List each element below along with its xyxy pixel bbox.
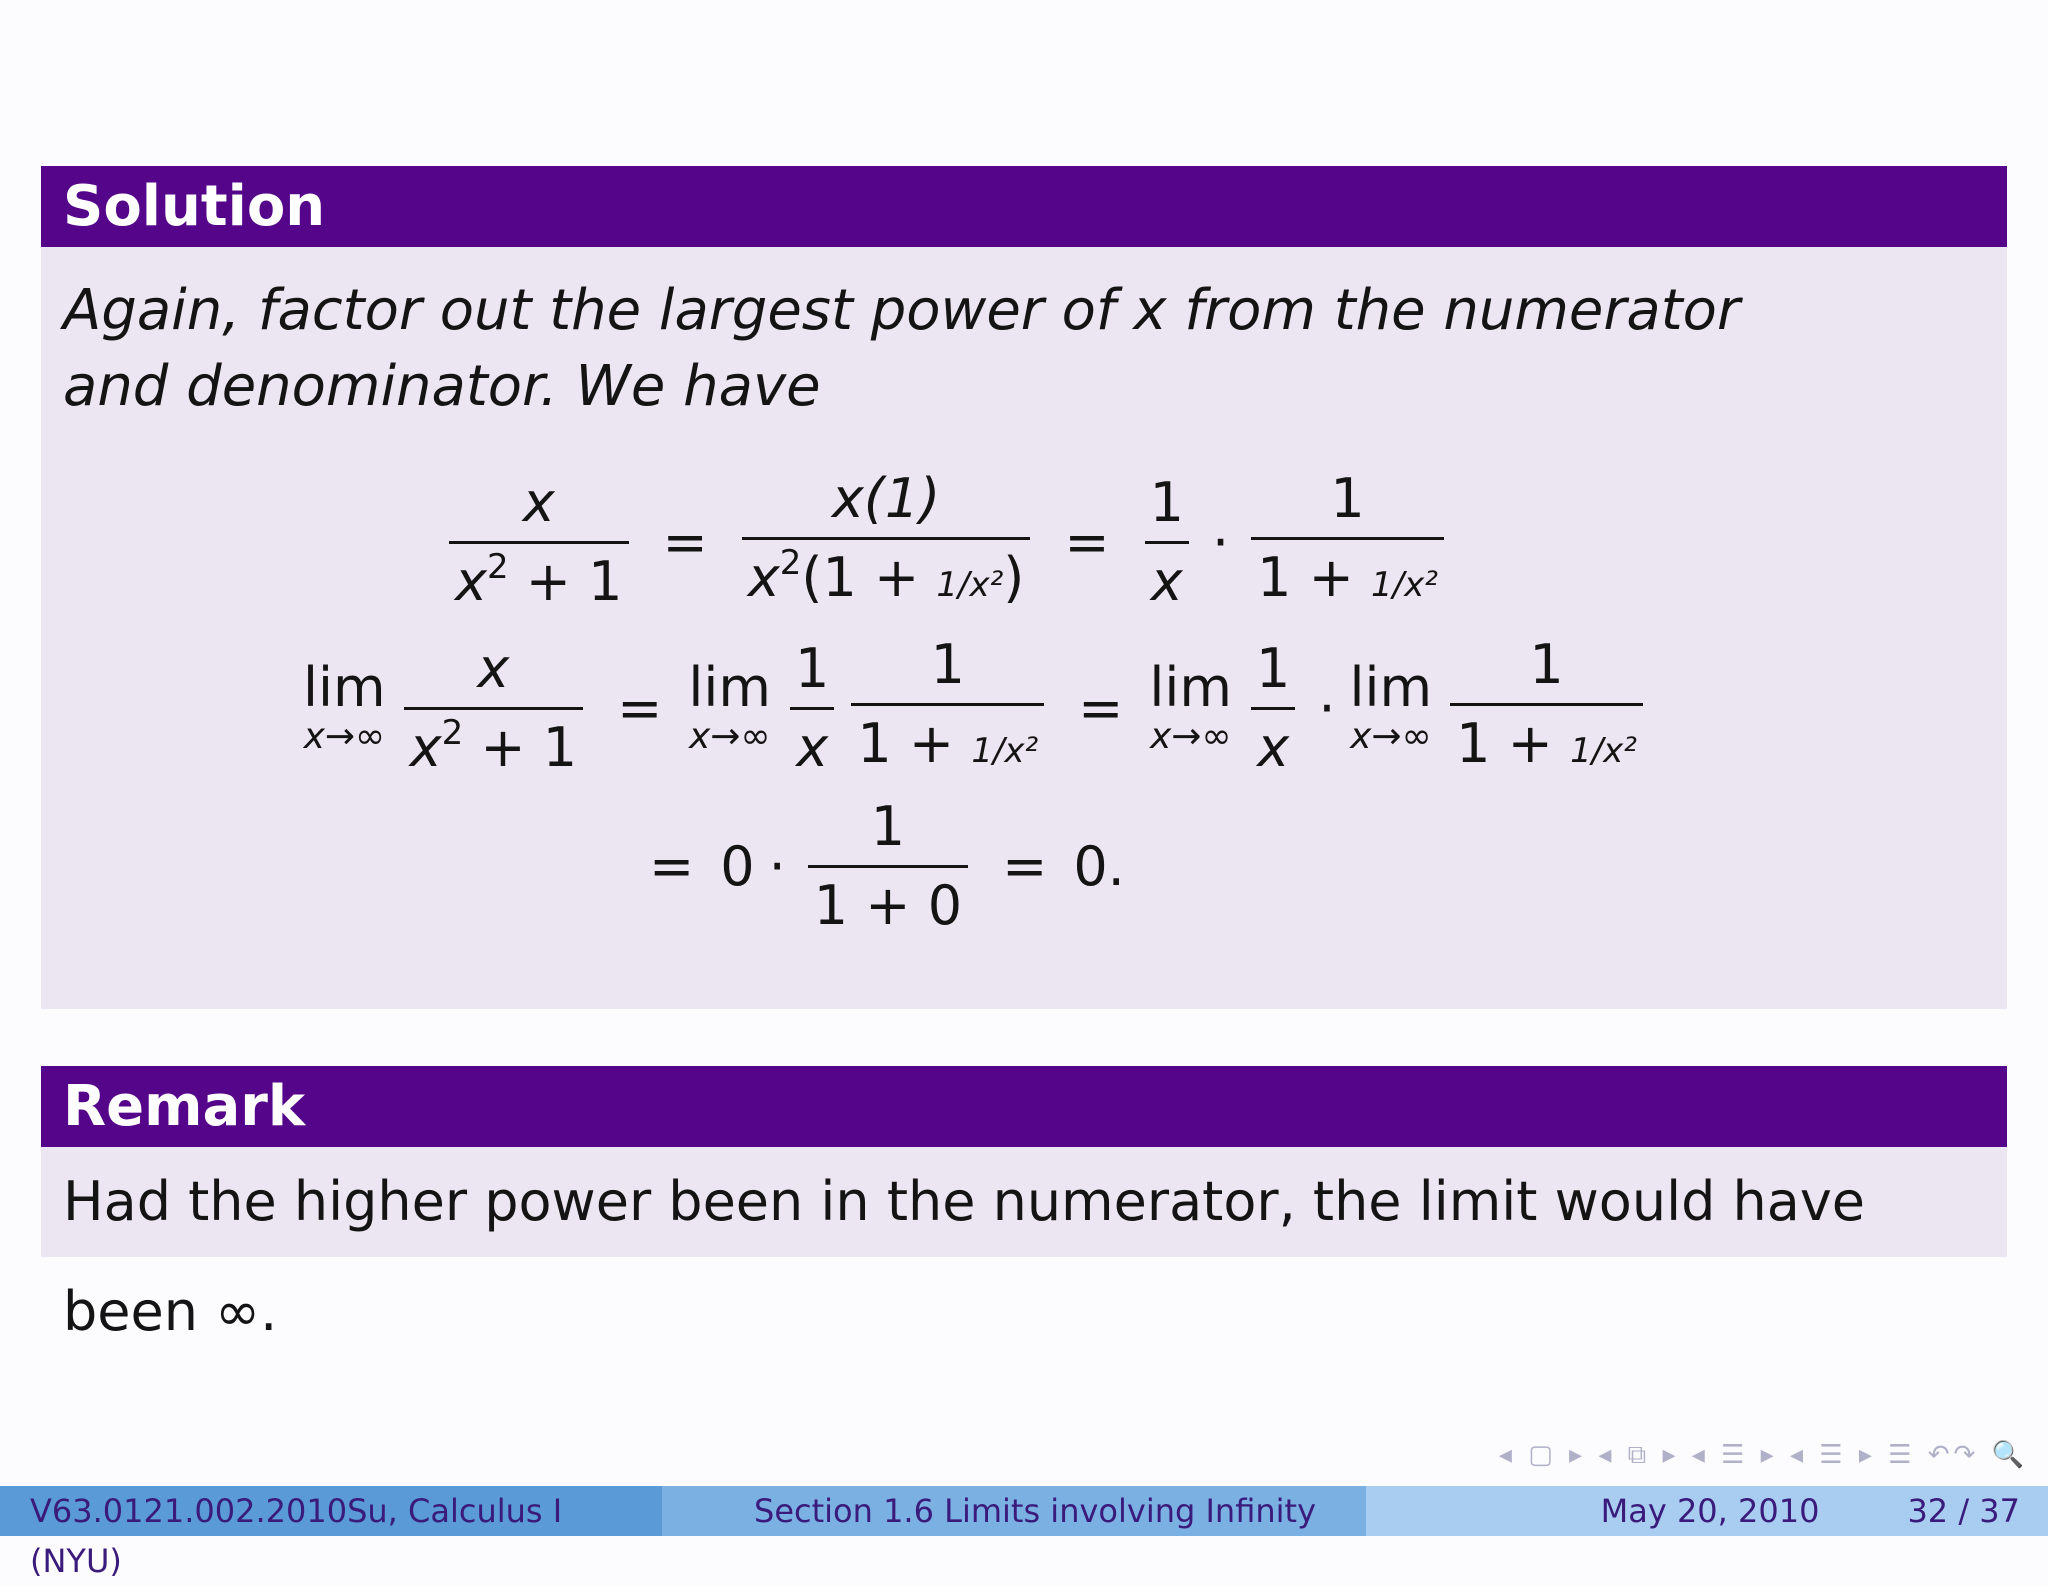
eq1-cdot: · <box>1211 510 1230 574</box>
eq2-d-den-a: 1 + <box>1456 712 1571 775</box>
eq2-b-fraction <box>851 633 1044 783</box>
eq3-zero: 0 <box>720 835 755 898</box>
eq2-c-den: x <box>1251 707 1295 780</box>
eq2-lim-3 <box>1149 656 1233 757</box>
eq2-a-den: x <box>790 707 834 780</box>
eq2-lim-3-sub: x→∞ <box>1149 716 1232 757</box>
footer-bar <box>0 1486 2048 1580</box>
eq1-mid-den <box>742 537 1031 617</box>
eq3-equals-2: = <box>1002 835 1048 898</box>
eq3-den: 1 + 0 <box>808 865 968 938</box>
eq2-c-num: 1 <box>1256 636 1291 700</box>
eq1-lhs-den-exp: 2 <box>486 546 509 587</box>
eq2-b-den-a: 1 + <box>857 712 972 775</box>
solution-title: Solution <box>41 166 2007 247</box>
eq1-lhs-num: x <box>522 470 555 534</box>
eq2-lhs-den-exp: 2 <box>441 712 464 753</box>
eq1-lhs-den-rest: + 1 <box>508 549 623 613</box>
footer-section: Section 1.6 Limits involving Infinity <box>662 1486 1366 1536</box>
remark-block <box>41 1066 2007 1343</box>
eq2-b-num: 1 <box>930 633 965 696</box>
eq2-c-fraction <box>1250 637 1296 780</box>
solution-intro: Again, factor out the largest power of x from the numerator and denominator. We have <box>63 278 1740 419</box>
solution-block <box>41 166 2007 1009</box>
eq1-equals-1: = <box>662 510 708 574</box>
eq2-d-den <box>1450 703 1643 783</box>
eq3-num: 1 <box>870 795 906 858</box>
eq2-equals-1: = <box>617 676 663 740</box>
eq2-lhs-den <box>404 707 584 780</box>
equation-2 <box>303 633 1651 783</box>
eq2-lim-4-sub: x→∞ <box>1350 716 1432 757</box>
eq1-r2-den-sfrac: 1/x² <box>1371 565 1438 605</box>
equation-3 <box>623 795 1125 938</box>
eq2-lim-4-word: lim <box>1349 656 1433 719</box>
eq2-lim-2-word: lim <box>688 656 772 719</box>
eq1-r1-num: 1 <box>1149 470 1184 534</box>
eq2-d-fraction <box>1450 633 1643 783</box>
eq1-mid-den-c: ) <box>1003 546 1025 609</box>
eq3-equals-1: = <box>649 835 695 898</box>
eq1-r2-fraction <box>1251 467 1444 617</box>
eq2-lhs-num: x <box>477 636 510 700</box>
footer-page: 32 / 37 <box>1907 1492 2020 1530</box>
eq1-lhs-den <box>449 541 629 614</box>
eq2-d-num: 1 <box>1529 633 1564 696</box>
beamer-navigation-icons[interactable]: ◂ ▢ ▸ ◂ ⧉ ▸ ◂ ☰ ▸ ◂ ☰ ▸ ☰ ↶↷ 🔍 <box>1498 1440 2028 1470</box>
footer-course: V63.0121.002.2010Su, Calculus I (NYU) <box>0 1486 662 1536</box>
eq2-b-den-sfrac: 1/x² <box>971 731 1039 771</box>
eq2-a-num: 1 <box>795 636 830 700</box>
eq1-mid-den-sfrac: 1/x² <box>936 565 1004 605</box>
eq1-r2-den-a: 1 + <box>1257 546 1372 609</box>
eq2-lhs-den-base: x <box>409 715 442 779</box>
eq1-lhs-den-base: x <box>455 549 487 613</box>
eq1-r2-num: 1 <box>1330 467 1365 530</box>
eq1-r1-fraction <box>1144 471 1190 614</box>
eq2-lim-2 <box>688 656 772 757</box>
eq2-lhs-fraction <box>404 637 584 780</box>
eq2-b-den <box>851 703 1044 783</box>
equation-1 <box>441 467 1452 617</box>
remark-title: Remark <box>41 1066 2007 1147</box>
eq1-mid-den-a: x <box>747 546 780 609</box>
eq2-lim-3-word: lim <box>1149 656 1233 719</box>
footer-date: May 20, 2010 <box>1600 1492 1820 1530</box>
solution-body <box>41 247 2007 1009</box>
eq1-equals-2: = <box>1064 510 1110 574</box>
eq3-fraction <box>808 795 968 938</box>
footer-right <box>1366 1486 2048 1536</box>
remark-text: Had the higher power been in the numerator, the limit would have been ∞. <box>41 1147 2007 1257</box>
eq2-lim-2-sub: x→∞ <box>688 716 771 757</box>
eq2-equals-2: = <box>1078 676 1124 740</box>
eq1-mid-fraction <box>742 467 1031 617</box>
eq1-r1-den: x <box>1145 541 1189 614</box>
eq3-cdot: · <box>768 835 786 898</box>
eq2-lim-1 <box>303 656 386 757</box>
eq1-lhs-fraction <box>449 471 629 614</box>
eq2-lim-4 <box>1349 656 1433 757</box>
eq2-d-den-sfrac: 1/x² <box>1570 731 1637 771</box>
eq1-mid-den-b: (1 + <box>801 546 937 609</box>
eq1-mid-num: x(1) <box>831 467 941 530</box>
eq2-lim-1-sub: x→∞ <box>303 716 386 757</box>
eq2-a-fraction <box>789 637 835 780</box>
eq2-cdot: · <box>1318 676 1336 740</box>
eq2-lhs-den-rest: + 1 <box>463 715 578 779</box>
eq1-mid-den-exp: 2 <box>779 543 802 583</box>
eq3-result: 0. <box>1073 835 1125 898</box>
eq2-lim-1-word: lim <box>303 656 386 719</box>
eq1-r2-den <box>1251 537 1444 617</box>
